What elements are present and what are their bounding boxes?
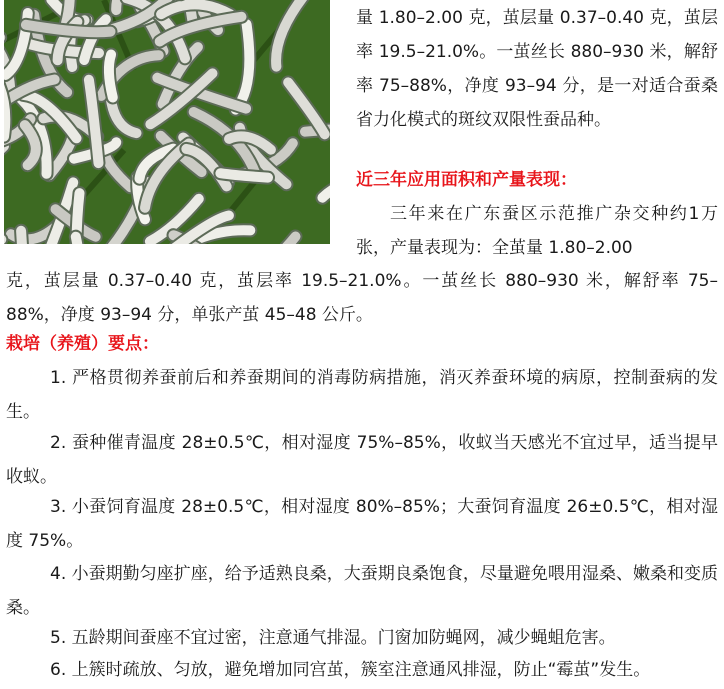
cultivation-item-4: 4. 小蚕期勤匀座扩座，给予适熟良桑，大蚕期良桑饱食，尽量避免喂用湿桑、嫩桑和变质桑。 bbox=[6, 564, 718, 618]
silkworm bbox=[220, 173, 268, 177]
silkworm-photo bbox=[4, 0, 330, 244]
silkworm bbox=[109, 55, 113, 98]
silkworm bbox=[76, 237, 82, 244]
intro-paragraph: 量 1.80–2.00 克，茧层量 0.37–0.40 克，茧层率 19.5–21.0%。一茧丝长 880–930 米，解舒率 75–88%，净度 93–94 分，是一对适合蚕桑省力化模式的斑纹双限性蚕品种。 bbox=[356, 8, 718, 130]
cultivation-item-5: 5. 五龄期间蚕座不宜过密，注意通气排湿。门窗加防蝇网，减少蝇蛆危害。 bbox=[50, 628, 616, 648]
cultivation-item-3: 3. 小蚕饲育温度 28±0.5℃，相对湿度 80%–85%；大蚕饲育温度 26±0.5℃，相对湿度 75%。 bbox=[6, 497, 718, 551]
cultivation-item-6: 6. 上簇时疏放、匀放，避免增加同宫茧，簇室注意通风排湿，防止“霉茧”发生。 bbox=[50, 660, 651, 680]
application-paragraph-cont: 克，茧层量 0.37–0.40 克，茧层率 19.5–21.0%。一茧丝长 880–930 米，解舒率 75–88%，净度 93–94 分，单张产茧 45–48 公斤。 bbox=[6, 271, 718, 325]
application-paragraph-start: 三年来在广东蚕区示范推广杂交种约1万张，产量表现为：全茧量 1.80–2.00 bbox=[356, 204, 718, 258]
section-heading-cultivation: 栽培（养殖）要点： bbox=[6, 334, 159, 354]
cultivation-item-1: 1. 严格贯彻养蚕前后和养蚕期间的消毒防病措施，消灭养蚕环境的病原，控制蚕病的发生。 bbox=[6, 368, 718, 422]
silkworm-image bbox=[4, 0, 330, 244]
cultivation-item-2: 2. 蚕种催青温度 28±0.5℃，相对湿度 75%–85%，收蚁当天感光不宜过早，适当提早收蚁。 bbox=[6, 433, 718, 487]
section-heading-application: 近三年应用面积和产量表现： bbox=[356, 170, 577, 190]
